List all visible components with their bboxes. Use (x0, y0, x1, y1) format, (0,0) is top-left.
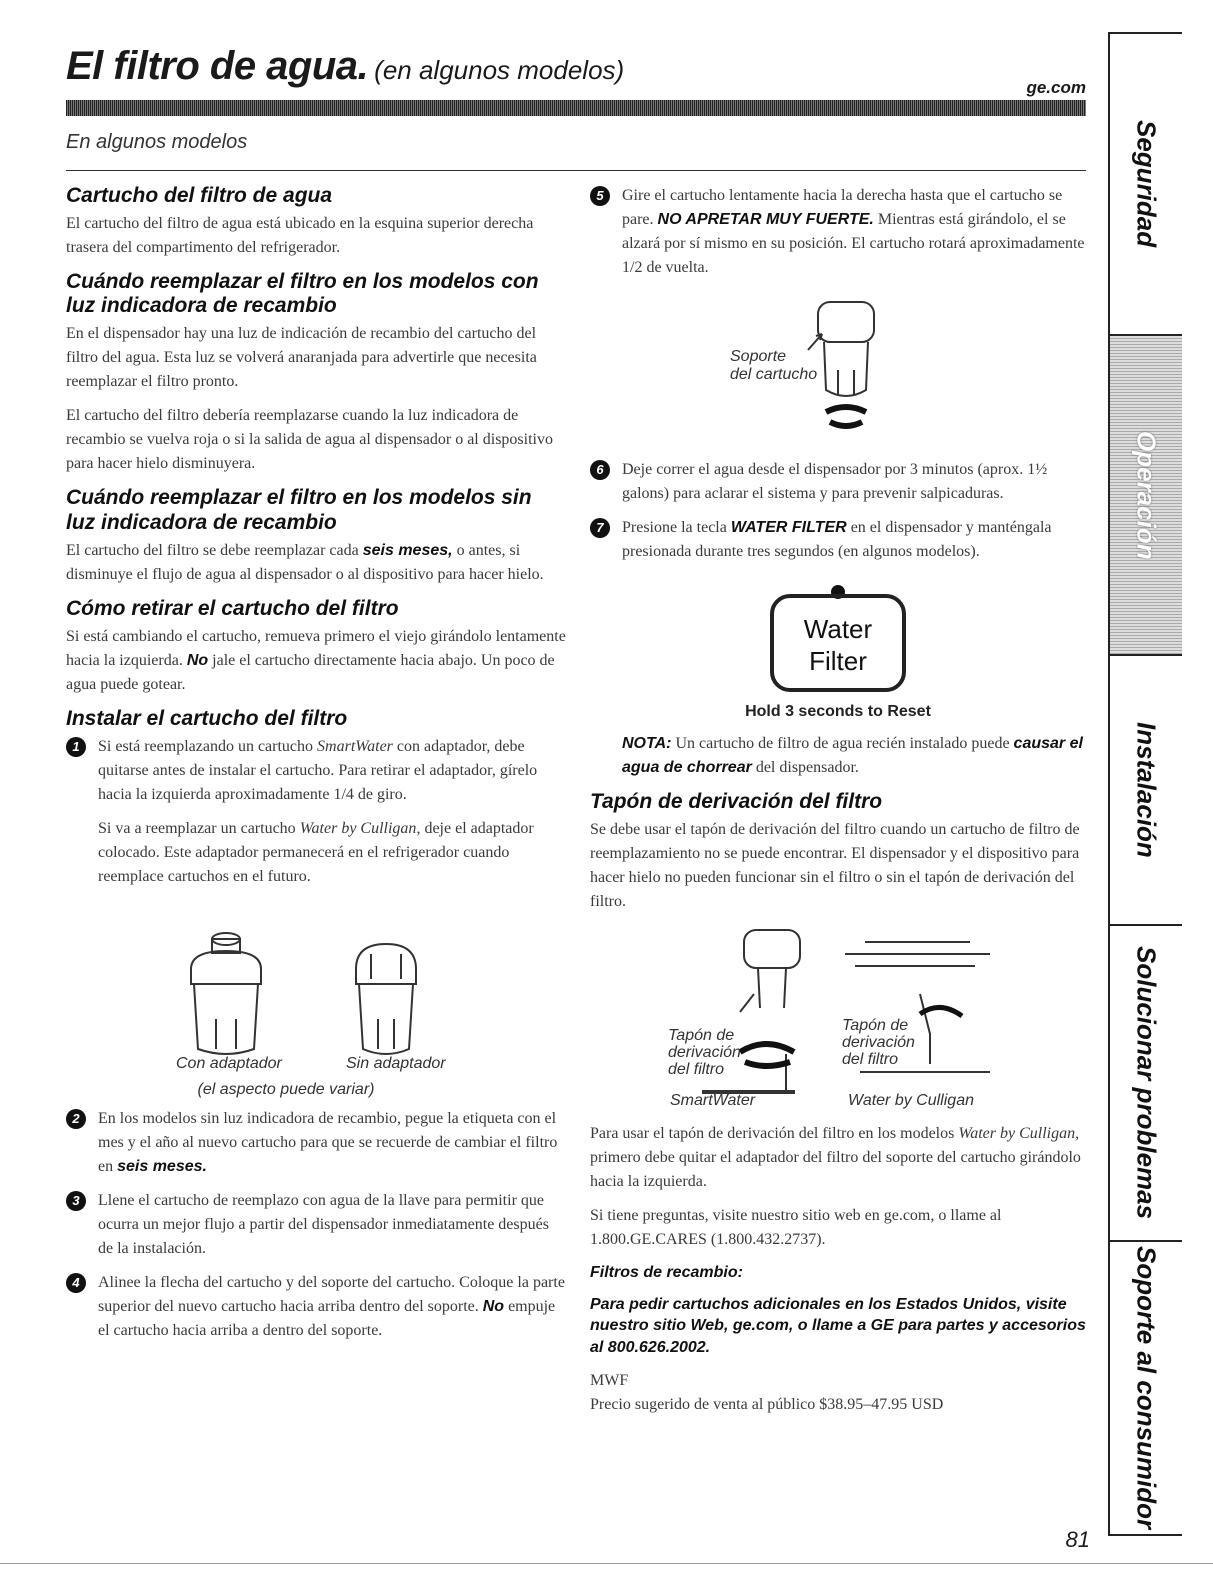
paragraph: En el dispensador hay una luz de indicación de recambio del cartucho del filtro del agua. Esta luz se volverá anaranjada para advertirle que necesita reemplazar el filtro pronto. (66, 325, 537, 391)
step-2: 2 En los modelos sin luz indicadora de recambio, pegue la etiqueta con el mes y el año al nuevo cartucho para que se recuerde de cambiar el filtro en seis meses. (66, 1107, 566, 1179)
step-number: 6 (590, 460, 610, 480)
section-heading: Cómo retirar el cartucho del filtro (66, 596, 399, 620)
subtitle-rule (66, 170, 1086, 171)
paragraph: Si tiene preguntas, visite nuestro sitio web en ge.com, o llame al 1.800.GE.CARES (1.800.432.2737). (590, 1207, 1002, 1249)
header-rule (66, 100, 1086, 116)
button-filter-text: Filter (809, 646, 867, 676)
step-3: 3 Llene el cartucho de reemplazo con agua de la llave para permitir que ocurra un mejor flujo a partir del dispensador inmediatamente después de la instalación. (66, 1189, 566, 1261)
tab-soporte-consumidor[interactable]: Soporte al consumidor (1131, 1246, 1162, 1530)
bypass-label-left: Tapón de derivación del filtro (668, 1027, 741, 1078)
step-number: 1 (66, 737, 86, 757)
title-main: El filtro de agua. (66, 44, 369, 88)
paragraph: El cartucho del filtro de agua está ubicado en la esquina superior derecha trasera del compartimento del refrigerador. (66, 215, 534, 257)
paragraph: Si está cambiando el cartucho, remueva primero el viejo girándolo lentamente hacia la izquierda. No jale el cartucho directamente hacia abajo. Un poco de agua puede gotear. (66, 627, 566, 693)
site-link[interactable]: ge.com (1026, 78, 1086, 97)
caption-culligan: Water by Culligan (848, 1092, 974, 1110)
step-5: 5 Gire el cartucho lentamente hacia la derecha hasta que el cartucho se pare. NO APRETAR MUY FUERTE. Mientras está girándolo, el se alzará por sí mismo en su posición. El cartucho rotará aproximadamente 1/2 de vuelta. (590, 184, 1090, 280)
price: Precio sugerido de venta al público $38.95–47.95 USD (590, 1395, 944, 1413)
holder-label: Soporte del cartucho (730, 348, 818, 383)
step-number: 2 (66, 1109, 86, 1129)
replacement-heading: Filtros de recambio: (590, 1264, 743, 1282)
holder-illustration (590, 290, 1090, 450)
page-subtitle: En algunos modelos (66, 131, 248, 153)
bypass-plug-illustration (590, 924, 1090, 1114)
reset-button-figure (590, 574, 1090, 724)
step-number: 7 (590, 518, 610, 538)
note-paragraph: NOTA: Un cartucho de filtro de agua recién instalado puede causar el agua de chorrear del dispensador. (622, 735, 1083, 776)
page-number: 81 (1065, 1527, 1090, 1552)
step-6: 6 Deje correr el agua desde el dispensador por 3 minutos (aprox. 1½ galons) para aclarar el sistema y para prevenir salpicaduras. (590, 458, 1090, 506)
step-1: 1 Si está reemplazando un cartucho SmartWater con adaptador, debe quitarse antes de instalar el cartucho. Para retirar el adaptador, gírelo hacia la izquierda aproximadamente 1/4 de giro. Si va a reemplazar un cartucho Water by Culligan, deje el adaptador colocado. Este adaptador permanecerá en el refrigerador cuando reemplace cartuchos en el futuro. (66, 735, 566, 889)
paragraph: Para usar el tapón de derivación del filtro en los modelos Water by Culligan, primero debe quitar el adaptador del filtro del soporte del cartucho girándolo hacia la izquierda. (590, 1125, 1081, 1191)
section-heading: Instalar el cartucho del filtro (66, 706, 348, 730)
bypass-label-right: Tapón de derivación del filtro (842, 1017, 915, 1068)
button-water-text: Water (803, 614, 873, 644)
paragraph: Se debe usar el tapón de derivación del filtro cuando un cartucho de filtro de reemplazamiento no se puede encontrar. El dispensador y el dispositivo para hacer hielo no pueden funcionar sin el filtro o sin el tapón de derivación del filtro. (590, 821, 1080, 911)
button-hold-text: Hold 3 seconds to Reset (745, 703, 931, 720)
section-heading: Cuándo reemplazar el filtro en los modelos con luz indicadora de recambio (66, 270, 539, 318)
title-suffix: (en algunos modelos) (374, 55, 625, 85)
cartridge-illustration (66, 899, 566, 1074)
caption-smartwater: SmartWater (670, 1092, 756, 1110)
sidebar-tabs (1108, 32, 1182, 1536)
paragraph: El cartucho del filtro se debe reemplazar cada seis meses, o antes, si disminuye el flujo de agua al dispensador o al dispositivo para hacer hielo. (66, 541, 544, 583)
tab-instalacion[interactable]: Instalación (1131, 722, 1162, 858)
caption-with-adapter: Con adaptador (176, 1054, 282, 1072)
tab-seguridad[interactable]: Seguridad (1131, 120, 1162, 248)
step-4: 4 Alinee la flecha del cartucho y del soporte del cartucho. Coloque la parte superior del nuevo cartucho hacia arriba dentro del soporte. No empuje el cartucho hacia arriba a dentro del soporte. (66, 1271, 566, 1343)
step-number: 5 (590, 186, 610, 206)
section-heading: Cuándo reemplazar el filtro en los modelos sin luz indicadora de recambio (66, 486, 532, 534)
bottom-rule (0, 1563, 1213, 1564)
replacement-order-info: Para pedir cartuchos adicionales en los Estados Unidos, visite nuestro sitio Web, ge.com, o llame a GE para partes y accesorios al 800.626.2002. (590, 1295, 1086, 1356)
paragraph: El cartucho del filtro debería reemplazarse cuando la luz indicadora de recambio se vuelva roja o si la salida de agua al dispensador o al dispositivo para hacer hielo disminuyera. (66, 407, 553, 473)
step-7: 7 Presione la tecla WATER FILTER en el dispensador y manténgala presionada durante tres segundos (en algunos modelos). (590, 516, 1090, 564)
tab-solucionar-problemas[interactable]: Solucionar problemas (1131, 946, 1162, 1220)
holder-figure (590, 290, 1090, 450)
page-title (66, 44, 624, 89)
bypass-figure (590, 924, 1090, 1114)
section-heading: Tapón de derivación del filtro (590, 790, 883, 813)
tab-operacion[interactable]: Operación (1110, 336, 1182, 654)
left-column (66, 184, 566, 1353)
section-heading: Cartucho del filtro de agua (66, 184, 333, 207)
step-number: 4 (66, 1273, 86, 1293)
figure-note: (el aspecto puede variar) (197, 1080, 375, 1098)
water-filter-button-illustration (590, 574, 1090, 724)
right-column (590, 184, 1090, 1417)
cartridge-figure (66, 899, 566, 1099)
step-number: 3 (66, 1191, 86, 1211)
caption-without-adapter: Sin adaptador (346, 1054, 446, 1072)
model-number: MWF (590, 1371, 629, 1389)
